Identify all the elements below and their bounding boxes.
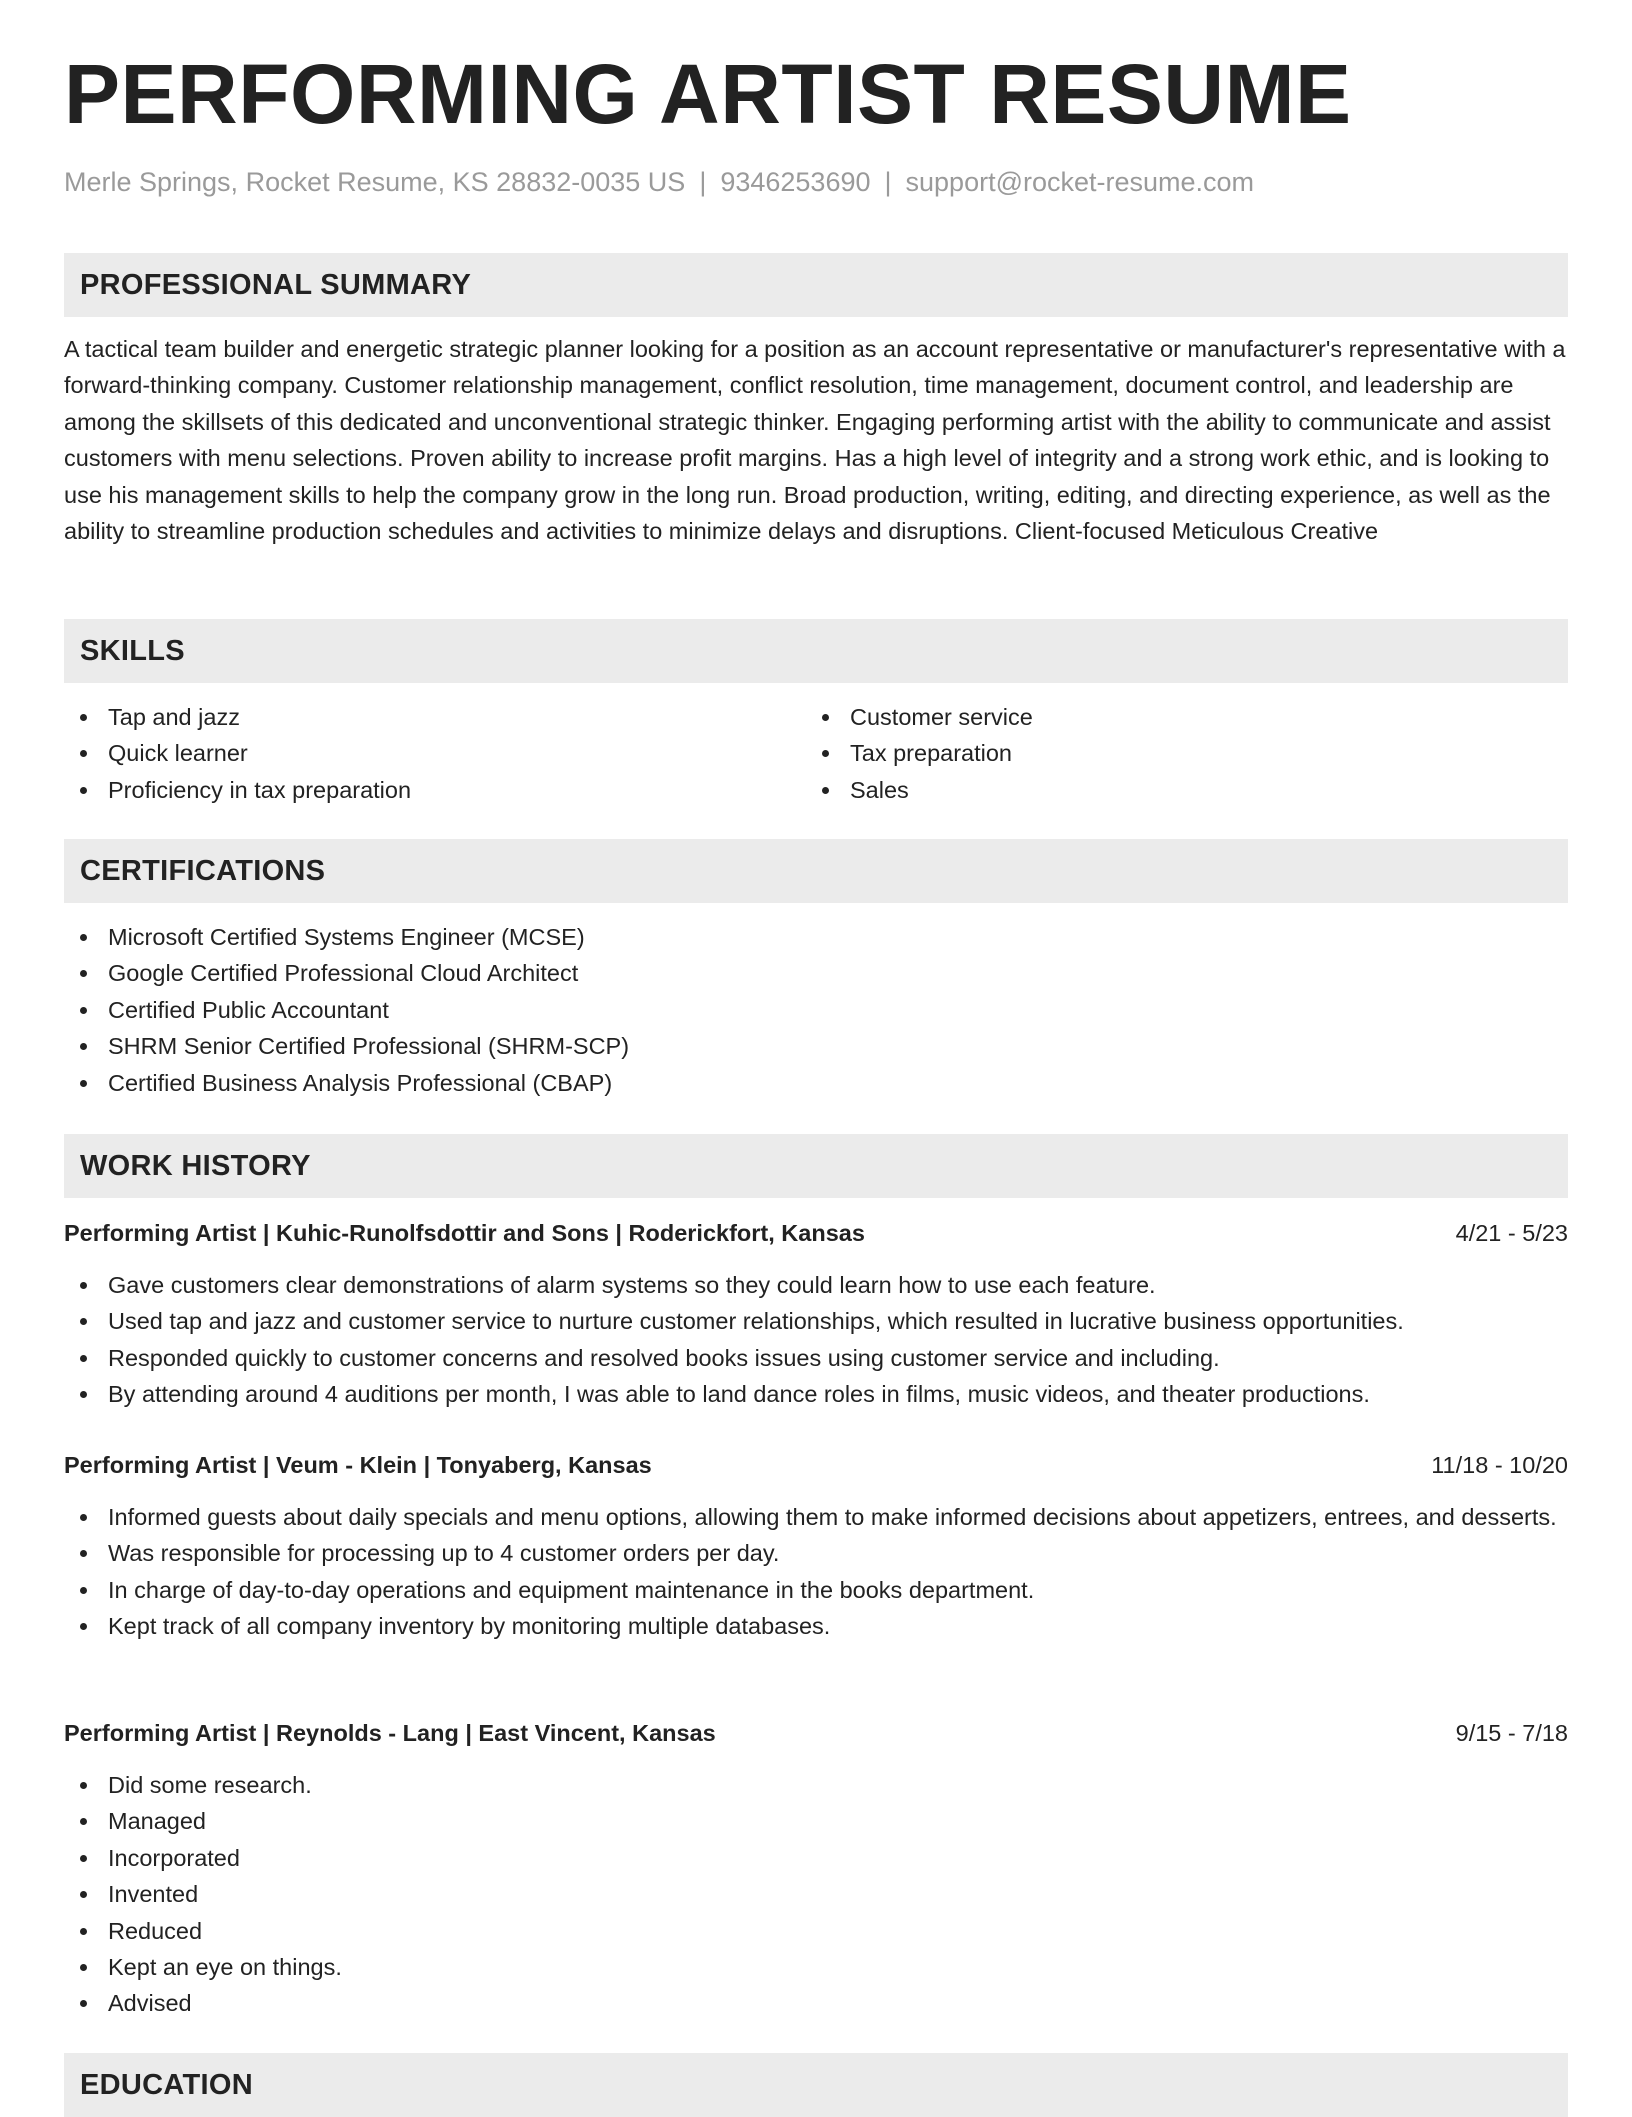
job-bullets (64, 1767, 1568, 2022)
job-title: Performing Artist | Kuhic-Runolfsdottir and Sons | Roderickfort, Kansas (64, 1220, 865, 1246)
section-header-summary (64, 253, 1568, 317)
job-dates: 4/21 - 5/23 (1455, 1220, 1568, 1246)
list-item: Proficiency in tax preparation (64, 772, 804, 808)
job-header (64, 1447, 1568, 1483)
job-dates: 9/15 - 7/18 (1455, 1720, 1568, 1746)
section-header-skills (64, 619, 1568, 683)
skills-list-left (64, 699, 804, 808)
list-item: SHRM Senior Certified Professional (SHRM-SCP) (64, 1028, 1568, 1064)
job-title: Performing Artist | Reynolds - Lang | East Vincent, Kansas (64, 1720, 716, 1746)
list-item: Kept track of all company inventory by monitoring multiple databases. (64, 1608, 1568, 1644)
contact-line (64, 166, 1254, 198)
list-item: Invented (64, 1876, 1568, 1912)
summary-text: A tactical team builder and energetic strategic planner looking for a position as an account representative or manufacturer's representative with a forward-thinking company. Customer relationship management, conflict resolution, time management, document control, and leadership are among the skillsets of this dedicated and unconventional strategic thinker. Engaging performing artist with the ability to communicate and assist customers with menu selections. Proven ability to increase profit margins. Has a high level of integrity and a strong work ethic, and is looking to use his management skills to help the company grow in the long run. Broad production, writing, editing, and directing experience, as well as the ability to streamline production schedules and activities to minimize delays and disruptions. Client-focused Meticulous Creative (64, 336, 1566, 545)
list-item: Tap and jazz (64, 699, 804, 735)
list-item: Did some research. (64, 1767, 1568, 1803)
job-header (64, 1715, 1568, 1751)
list-item: Google Certified Professional Cloud Architect (64, 955, 1568, 991)
list-item: Certified Business Analysis Professional (CBAP) (64, 1065, 1568, 1101)
list-item: Managed (64, 1803, 1568, 1839)
list-item: By attending around 4 auditions per month, I was able to land dance roles in films, music videos, and theater productions. (64, 1376, 1568, 1412)
job-header (64, 1215, 1568, 1251)
list-item: Kept an eye on things. (64, 1949, 1568, 1985)
section-title-education: EDUCATION (80, 2068, 253, 2101)
list-item: Advised (64, 1985, 1568, 2021)
section-title-work-history: WORK HISTORY (80, 1149, 311, 1182)
list-item: Certified Public Accountant (64, 992, 1568, 1028)
section-header-certifications (64, 839, 1568, 903)
list-item: Tax preparation (806, 735, 1546, 771)
list-item: Responded quickly to customer concerns and resolved books issues using customer service and including. (64, 1340, 1568, 1376)
job-bullets (64, 1267, 1568, 1413)
section-title-summary: PROFESSIONAL SUMMARY (80, 268, 472, 301)
job-dates: 11/18 - 10/20 (1431, 1452, 1568, 1478)
contact-email: support@rocket-resume.com (905, 167, 1255, 197)
section-header-education (64, 2053, 1568, 2117)
list-item: Was responsible for processing up to 4 customer orders per day. (64, 1535, 1568, 1571)
skills-list-right (806, 699, 1546, 808)
section-title-skills: SKILLS (80, 634, 185, 667)
list-item: Reduced (64, 1913, 1568, 1949)
list-item: Informed guests about daily specials and menu options, allowing them to make informed decisions about appetizers, entrees, and desserts. (64, 1499, 1568, 1535)
contact-phone: 9346253690 (720, 167, 871, 197)
list-item: Gave customers clear demonstrations of alarm systems so they could learn how to use each feature. (64, 1267, 1568, 1303)
list-item: Incorporated (64, 1840, 1568, 1876)
list-item: Quick learner (64, 735, 804, 771)
section-title-certifications: CERTIFICATIONS (80, 854, 326, 887)
list-item: Sales (806, 772, 1546, 808)
list-item: In charge of day-to-day operations and equipment maintenance in the books department. (64, 1572, 1568, 1608)
list-item: Microsoft Certified Systems Engineer (MCSE) (64, 919, 1568, 955)
list-item: Used tap and jazz and customer service to nurture customer relationships, which resulted in lucrative business opportunities. (64, 1303, 1568, 1339)
resume-title: PERFORMING ARTIST RESUME (64, 47, 1352, 141)
job-bullets (64, 1499, 1568, 1645)
section-header-work-history (64, 1134, 1568, 1198)
contact-separator: | (884, 167, 892, 197)
certifications-list (64, 919, 1568, 1101)
contact-address: Merle Springs, Rocket Resume, KS 28832-0035 US (64, 167, 686, 197)
job-title: Performing Artist | Veum - Klein | Tonyaberg, Kansas (64, 1452, 652, 1478)
contact-separator: | (699, 167, 707, 197)
list-item: Customer service (806, 699, 1546, 735)
